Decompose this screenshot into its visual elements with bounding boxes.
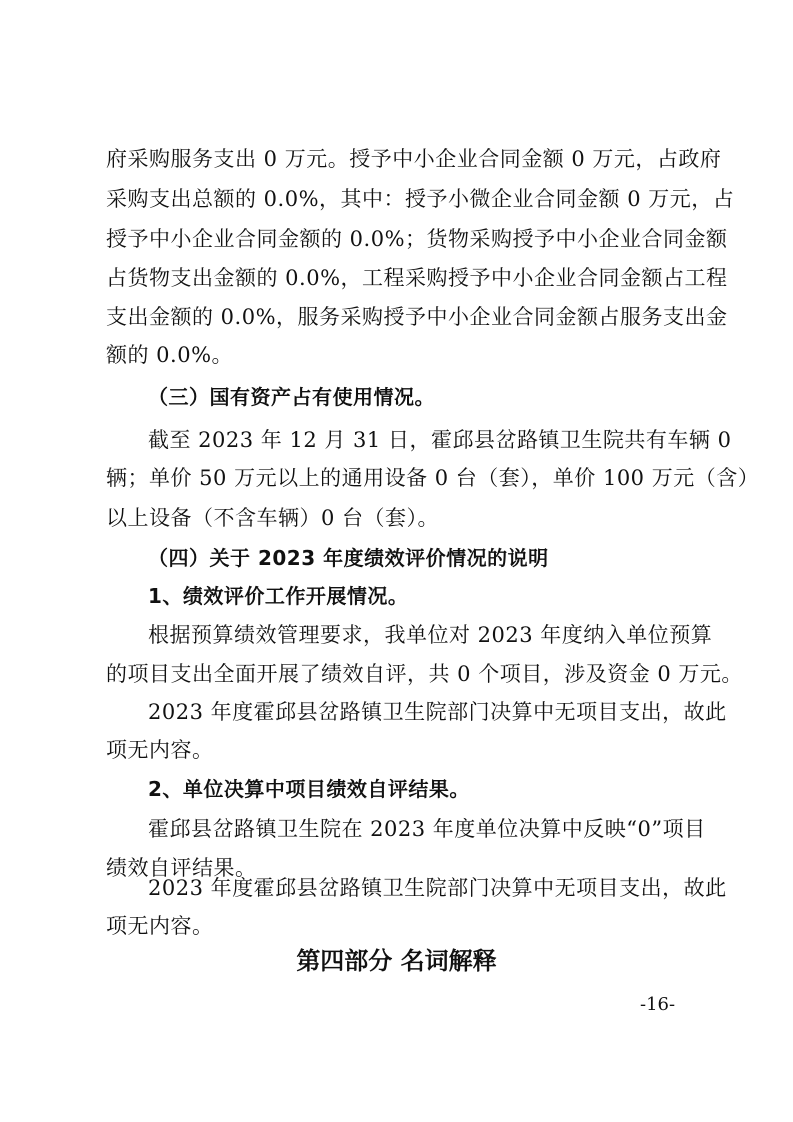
paragraph-line: 霍邱县岔路镇卫生院在 2023 年度单位决算中反映“0”项目 [148, 817, 706, 841]
section-heading-3: （三）国有资产占有使用情况。 [148, 385, 435, 409]
paragraph-line: 绩效自评结果。 [106, 856, 257, 880]
paragraph-line: 授予中小企业合同金额的 0.0%；货物采购授予中小企业合同金额 [106, 227, 728, 251]
paragraph-line: 2023 年度霍邱县岔路镇卫生院部门决算中无项目支出，故此 [148, 876, 727, 900]
paragraph-line: 辆；单价 50 万元以上的通用设备 0 台（套），单价 100 万元（含） [106, 466, 760, 490]
subsection-heading-1: 1、绩效评价工作开展情况。 [148, 584, 409, 608]
paragraph-line: 占货物支出金额的 0.0%，工程采购授予中小企业合同金额占工程 [106, 266, 728, 290]
paragraph-line: 以上设备（不含车辆）0 台（套）。 [106, 506, 440, 530]
part-title: 第四部分 名词解释 [296, 947, 497, 975]
paragraph-line: 2023 年度霍邱县岔路镇卫生院部门决算中无项目支出，故此 [148, 700, 727, 724]
paragraph-line: 府采购服务支出 0 万元。授予中小企业合同金额 0 万元，占政府 [106, 147, 722, 171]
section-heading-4: （四）关于 2023 年度绩效评价情况的说明 [148, 546, 549, 570]
paragraph-line: 根据预算绩效管理要求，我单位对 2023 年度纳入单位预算 [148, 623, 713, 647]
subsection-heading-2: 2、单位决算中项目绩效自评结果。 [148, 777, 470, 801]
paragraph-line: 的项目支出全面开展了绩效自评，共 0 个项目，涉及资金 0 万元。 [106, 662, 743, 686]
paragraph-line: 截至 2023 年 12 月 31 日，霍邱县岔路镇卫生院共有车辆 0 [148, 428, 732, 452]
page-number: -16- [640, 994, 676, 1015]
paragraph-line: 采购支出总额的 0.0%，其中：授予小微企业合同金额 0 万元，占 [106, 187, 735, 211]
paragraph-line: 额的 0.0%。 [106, 343, 234, 367]
paragraph-line: 支出金额的 0.0%，服务采购授予中小企业合同金额占服务支出金 [106, 305, 728, 329]
paragraph-line: 项无内容。 [106, 738, 214, 762]
paragraph-line: 项无内容。 [106, 914, 214, 938]
